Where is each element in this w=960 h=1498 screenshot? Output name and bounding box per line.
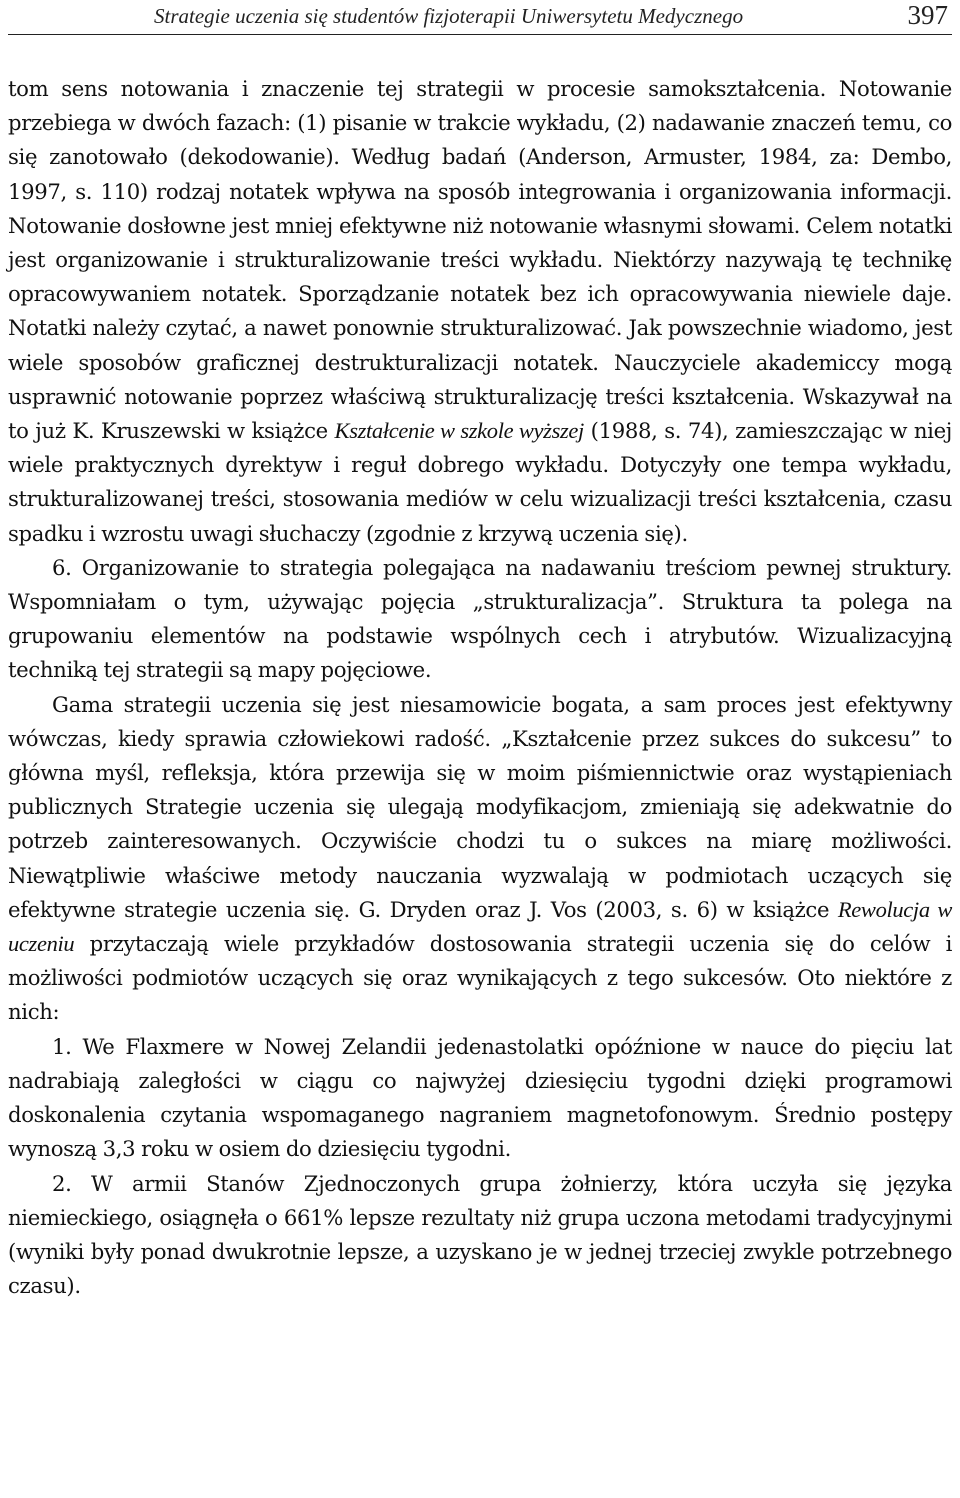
list-item-flaxmere: 1. We Flaxmere w Nowej Zelandii jedenastolatki opóźnione w nauce do pięciu lat nadrabiają zaległości w ciągu co najwyżej dziesięciu tygodni dzięki programowi doskonalenia czytania wspomaganego nagraniem magnetofonowym. Średnio postępy wynoszą 3,3 roku w osiem do dziesięciu tygodni. xyxy=(8,1033,952,1162)
body-text xyxy=(8,72,952,1303)
book-title: Rewolucja w uczeniu xyxy=(8,896,953,957)
paragraph-organizowanie: 6. Organizowanie to strategia polegająca na nadawaniu treściom pewnej struktury. Wspomniałam o tym, używając pojęcia „strukturalizacja”. Struktura ta polega na grupowaniu elementów na podstawie wspólnych cech i atrybutów. Wizualizacyjną techniką tej strategii są mapy pojęciowe. xyxy=(8,554,952,683)
running-header xyxy=(8,0,952,35)
book-title: Kształcenie w szkole wyższej xyxy=(334,418,584,444)
paragraph-text: tom sens notowania i znaczenie tej strategii w procesie samokształcenia. Notowanie przebiega w dwóch fazach: (1) pisanie w trakcie wykładu, (2) nadawanie znaczeń temu, co się zanotowało (dekodowanie). Według badań (Anderson, Armuster, 1984, za: Dembo, 1997, s. 110) rodzaj notatek wpływa na sposób integrowania i organizowania informacji. Notowanie dosłowne jest mniej efektywne niż notowanie własnymi słowami. Celem notatki jest organizowanie i strukturalizowanie treści wykładu. Niektórzy nazywają tę technikę opracowywaniem notatek. Sporządzanie notatek bez ich opracowywania niewiele daje. Notatki należy czytać, a nawet ponownie strukturalizować. Jak powszechnie wiadomo, jest wiele sposobów graficznej destrukturalizacji notatek. Nauczyciele akademiccy mogą usprawnić notowanie poprzez właściwą strukturalizację treści kształcenia. Wskazywał na to już K. Kruszewski w książce xyxy=(8,76,952,444)
list-item-army: 2. W armii Stanów Zjednoczonych grupa żołnierzy, która uczyła się języka niemieckiego, osiągnęła o 661% lepsze rezultaty niż grupa uczona metodami tradycyjnymi (wyniki były ponad dwukrotnie lepsze, a uzyskano je w jednej trzeciej zwykle potrzebnego czasu). xyxy=(8,1170,952,1299)
paragraph-text: Gama strategii uczenia się jest niesamowicie bogata, a sam proces jest efektywny wówczas, kiedy sprawia człowiekowi radość. „Kształcenie przez sukces do sukcesu” to główna myśl, refleksja, która przewija się w moim piśmiennictwie oraz wystąpieniach publicznych Strategie uczenia się ulegają modyfikacjom, zmieniają się adekwatnie do potrzeb zainteresowanych. Oczywiście chodzi tu o sukces na miarę możliwości. Niewątpliwie właściwe metody nauczania wyzwalają w podmiotach uczących się efektywne strategie uczenia się. G. Dryden oraz J. Vos (2003, s. 6) w książce xyxy=(8,691,952,922)
paragraph-text: przytaczają wiele przykładów dostosowania strategii uczenia się do celów i możliwości podmiotów uczących się oraz wynikających z tego sukcesów. Oto niektóre z nich: xyxy=(8,931,952,1025)
paragraph-text: (1988, s. 74), zamieszczając w niej wiele praktycznych dyrektyw i reguł dobrego wykładu. Dotyczyły one tempa wykładu, strukturalizowanej treści, stosowania mediów w celu wizualizacji treści kształcenia, czasu spadku i wzrostu uwagi słuchaczy (zgodnie z krzywą uczenia się). xyxy=(8,418,952,546)
running-title: Strategie uczenia się studentów fizjoterapii Uniwersytetu Medycznego xyxy=(154,4,744,28)
paragraph-gama-strategii xyxy=(8,688,952,1030)
paragraph-notowanie xyxy=(8,72,952,551)
page-number: 397 xyxy=(907,0,948,30)
